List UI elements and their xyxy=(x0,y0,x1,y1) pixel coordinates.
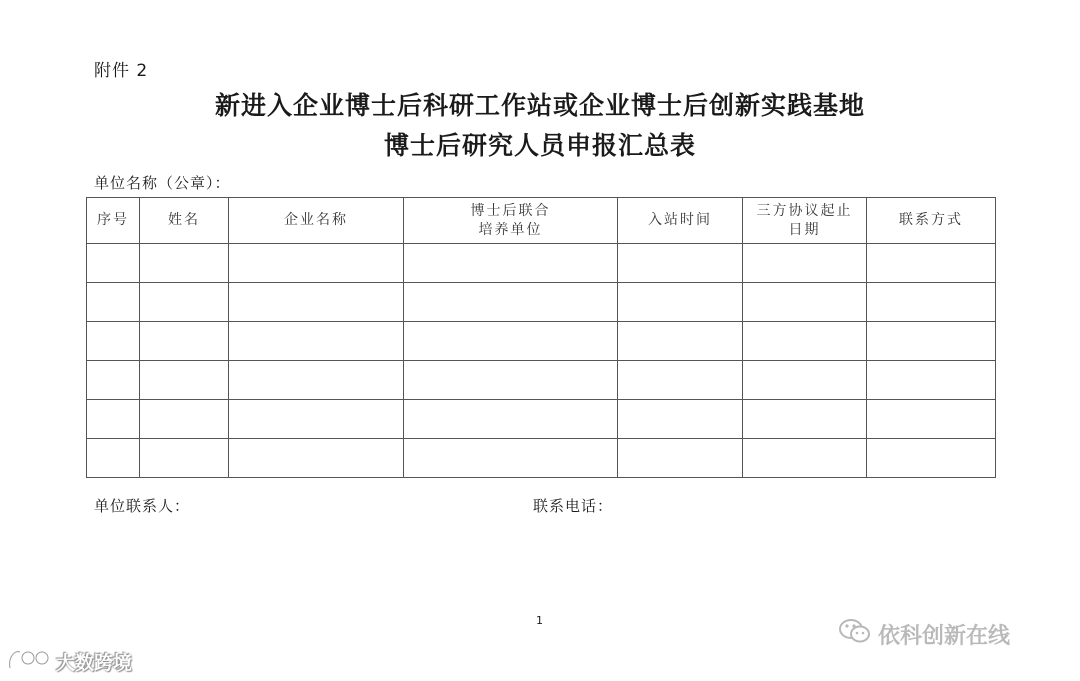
table-cell xyxy=(743,322,867,361)
table-cell xyxy=(229,322,404,361)
table-cell xyxy=(87,439,140,478)
brand-logo-icon xyxy=(6,646,52,677)
table-cell xyxy=(618,361,743,400)
table-cell xyxy=(140,283,229,322)
table-row xyxy=(87,361,996,400)
watermark-left-text: 大数跨境 xyxy=(56,652,133,674)
header-company-name: 企业名称 xyxy=(229,198,404,244)
table-cell xyxy=(140,439,229,478)
table-row xyxy=(87,283,996,322)
table-cell xyxy=(404,400,618,439)
attachment-label: 附件 2 xyxy=(94,61,149,81)
table-cell xyxy=(87,283,140,322)
header-entry-date: 入站时间 xyxy=(618,198,743,244)
table-cell xyxy=(404,322,618,361)
page-number: 1 xyxy=(536,614,543,627)
watermark-right-text: 依科创新在线 xyxy=(878,623,1011,649)
table-cell xyxy=(867,244,996,283)
table-cell xyxy=(867,439,996,478)
table-row xyxy=(87,244,996,283)
watermark-left xyxy=(6,646,132,677)
watermark-right xyxy=(838,617,1010,651)
table-cell xyxy=(229,361,404,400)
table-cell xyxy=(404,283,618,322)
table-cell xyxy=(140,400,229,439)
header-name: 姓名 xyxy=(140,198,229,244)
table-row xyxy=(87,322,996,361)
table-header-row xyxy=(87,198,996,244)
table-cell xyxy=(87,322,140,361)
table-cell xyxy=(229,244,404,283)
contact-phone-label: 联系电话： xyxy=(533,497,614,515)
table-cell xyxy=(743,244,867,283)
table-cell xyxy=(87,244,140,283)
summary-table xyxy=(86,197,996,478)
document-title-line-1: 新进入企业博士后科研工作站或企业博士后创新实践基地 xyxy=(214,91,865,120)
table-cell xyxy=(404,439,618,478)
table-cell xyxy=(867,361,996,400)
table-cell xyxy=(229,400,404,439)
table-cell xyxy=(404,244,618,283)
table-cell xyxy=(140,244,229,283)
table-cell xyxy=(867,322,996,361)
header-agreement-period: 三方协议起止 日期 xyxy=(743,198,867,244)
table-cell xyxy=(229,439,404,478)
table-cell xyxy=(87,361,140,400)
table-cell xyxy=(618,244,743,283)
table-cell xyxy=(229,283,404,322)
table-cell xyxy=(743,283,867,322)
table-row xyxy=(87,439,996,478)
document-title-line-2: 博士后研究人员申报汇总表 xyxy=(383,131,696,160)
table-cell xyxy=(867,400,996,439)
contact-person-label: 单位联系人： xyxy=(94,497,191,515)
table-cell xyxy=(140,361,229,400)
table-cell xyxy=(867,283,996,322)
table-cell xyxy=(87,400,140,439)
table-cell xyxy=(618,322,743,361)
table-row xyxy=(87,400,996,439)
table-cell xyxy=(404,361,618,400)
table-cell xyxy=(140,322,229,361)
table-cell xyxy=(618,283,743,322)
wechat-icon xyxy=(838,617,872,651)
table-cell xyxy=(618,439,743,478)
header-serial-number: 序号 xyxy=(87,198,140,244)
unit-name-label: 单位名称（公章）： xyxy=(94,174,231,192)
table-cell xyxy=(743,361,867,400)
header-joint-training-unit: 博士后联合 培养单位 xyxy=(404,198,618,244)
table-cell xyxy=(743,439,867,478)
table-cell xyxy=(618,400,743,439)
header-contact-info: 联系方式 xyxy=(867,198,996,244)
table-cell xyxy=(743,400,867,439)
